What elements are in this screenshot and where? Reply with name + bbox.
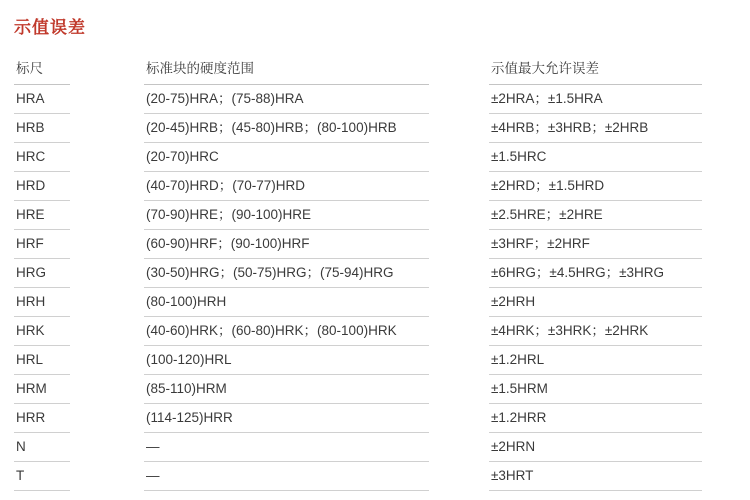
cell-scale: HRE — [14, 201, 144, 230]
cell-hardness-range: (40-70)HRD；(70-77)HRD — [144, 172, 489, 201]
cell-scale: HRR — [14, 404, 144, 433]
cell-max-error: ±2HRD；±1.5HRD — [489, 172, 736, 201]
table-row — [14, 85, 736, 114]
cell-hardness-range: (20-45)HRB；(45-80)HRB；(80-100)HRB — [144, 114, 489, 143]
cell-hardness-range: (85-110)HRM — [144, 375, 489, 404]
table-row — [14, 404, 736, 433]
cell-hardness-range: (70-90)HRE；(90-100)HRE — [144, 201, 489, 230]
table-row — [14, 143, 736, 172]
cell-max-error: ±2HRA；±1.5HRA — [489, 85, 736, 114]
column-header-hardness-range — [144, 54, 489, 85]
table-row — [14, 462, 736, 491]
table-row — [14, 346, 736, 375]
cell-max-error: ±1.2HRL — [489, 346, 736, 375]
cell-hardness-range: (114-125)HRR — [144, 404, 489, 433]
table-row — [14, 201, 736, 230]
cell-scale: HRD — [14, 172, 144, 201]
table-row — [14, 288, 736, 317]
cell-max-error: ±3HRF；±2HRF — [489, 230, 736, 259]
cell-scale: HRH — [14, 288, 144, 317]
cell-hardness-range: (20-75)HRA；(75-88)HRA — [144, 85, 489, 114]
cell-max-error: ±6HRG；±4.5HRG；±3HRG — [489, 259, 736, 288]
cell-hardness-range: (100-120)HRL — [144, 346, 489, 375]
column-header-scale-text: 标尺 — [14, 54, 70, 85]
cell-max-error: ±2HRH — [489, 288, 736, 317]
cell-max-error: ±4HRB；±3HRB；±2HRB — [489, 114, 736, 143]
spec-table — [14, 54, 736, 491]
cell-hardness-range: (30-50)HRG；(50-75)HRG；(75-94)HRG — [144, 259, 489, 288]
cell-hardness-range: (80-100)HRH — [144, 288, 489, 317]
cell-scale: HRM — [14, 375, 144, 404]
table-row — [14, 114, 736, 143]
cell-max-error: ±1.5HRM — [489, 375, 736, 404]
cell-hardness-range: (40-60)HRK；(60-80)HRK；(80-100)HRK — [144, 317, 489, 346]
column-header-hardness-range-text: 标准块的硬度范围 — [144, 54, 429, 85]
cell-max-error: ±3HRT — [489, 462, 736, 491]
table-header-row — [14, 54, 736, 85]
cell-max-error: ±1.5HRC — [489, 143, 736, 172]
cell-scale: HRB — [14, 114, 144, 143]
cell-hardness-range: — — [144, 462, 489, 491]
cell-scale: HRC — [14, 143, 144, 172]
cell-hardness-range: (60-90)HRF；(90-100)HRF — [144, 230, 489, 259]
cell-scale: HRA — [14, 85, 144, 114]
table-row — [14, 259, 736, 288]
column-header-max-error-text: 示值最大允许误差 — [489, 54, 702, 85]
cell-scale: HRF — [14, 230, 144, 259]
table-row — [14, 433, 736, 462]
table-body — [14, 85, 736, 491]
cell-scale: T — [14, 462, 144, 491]
cell-max-error: ±4HRK；±3HRK；±2HRK — [489, 317, 736, 346]
table-row — [14, 172, 736, 201]
table-row — [14, 230, 736, 259]
cell-max-error: ±1.2HRR — [489, 404, 736, 433]
column-header-scale — [14, 54, 144, 85]
table-row — [14, 375, 736, 404]
cell-scale: HRG — [14, 259, 144, 288]
table-row — [14, 317, 736, 346]
cell-max-error: ±2.5HRE；±2HRE — [489, 201, 736, 230]
cell-scale: HRK — [14, 317, 144, 346]
cell-scale: HRL — [14, 346, 144, 375]
cell-scale: N — [14, 433, 144, 462]
table-header — [14, 54, 736, 85]
column-header-max-error — [489, 54, 736, 85]
page-title: 示值误差 — [14, 18, 86, 37]
cell-max-error: ±2HRN — [489, 433, 736, 462]
cell-hardness-range: (20-70)HRC — [144, 143, 489, 172]
cell-hardness-range: — — [144, 433, 489, 462]
